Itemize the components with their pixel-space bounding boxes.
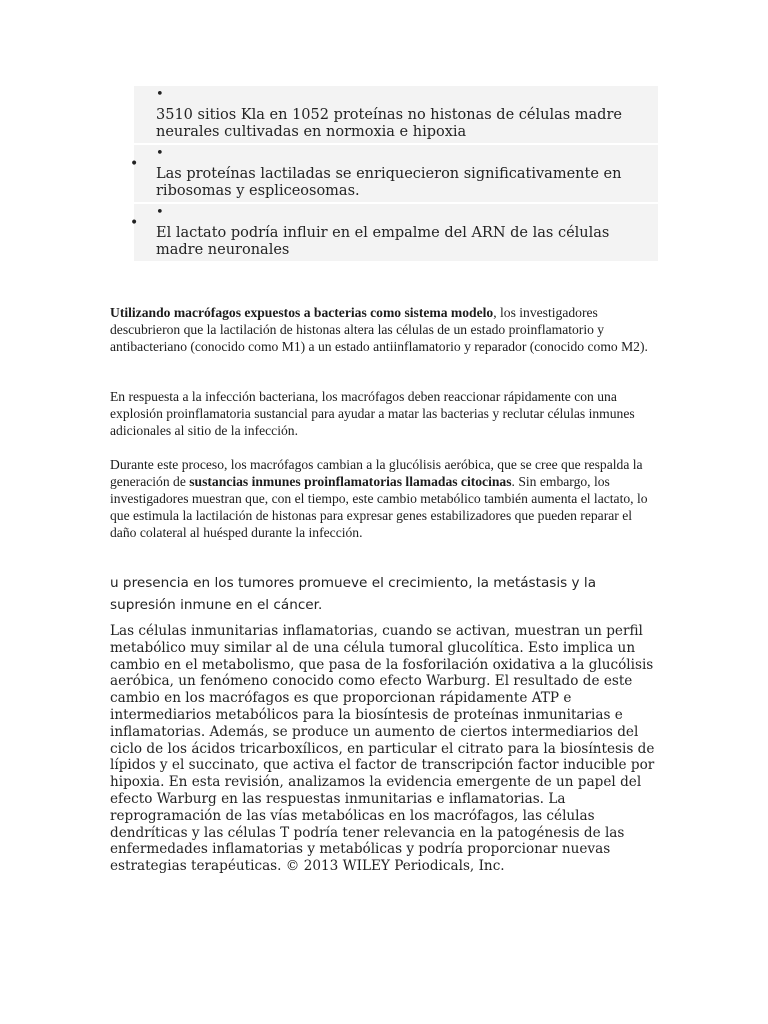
bullet-text: 3510 sitios Kla en 1052 proteínas no histonas de células madre neurales cultivadas en normoxia e hipoxia <box>156 107 622 140</box>
inner-bullet: • <box>156 146 164 161</box>
inner-bullet: • <box>156 87 164 102</box>
paragraph-macrophage-model <box>110 304 658 355</box>
paragraph-tumor-presence: u presencia en los tumores promueve el crecimiento, la metástasis y la supresión inmune en el cáncer. <box>110 575 597 613</box>
bullet-box <box>134 86 658 143</box>
bullet-text: Las proteínas lactiladas se enriquecieron significativamente en ribosomas y espliceosomas. <box>156 166 622 199</box>
outer-bullet: • <box>130 156 139 172</box>
paragraph-text: . Sin embargo, los investigadores muestran que, con el tiempo, este cambio metabólico también aumenta el lactato, lo que estimula la lactilación de histonas para expresar genes estabilizadores que pueden reparar el daño colateral al huésped durante la infección. <box>110 474 648 540</box>
paragraph-bacterial-infection: En respuesta a la infección bacteriana, los macrófagos deben reaccionar rápidamente con una explosión proinflamatoria sustancial para ayudar a matar las bacterias y reclutar células inmunes adicionales al sitio de la infección. <box>110 389 635 438</box>
paragraph-text: , los investigadores descubrieron que la lactilación de histonas altera las células de un estado proinflamatorio y antibacteriano (conocido como M1) a un estado antiinflamatorio y reparador (conocido como M2). <box>110 305 648 354</box>
highlight-bullet-list <box>110 86 658 261</box>
bullet-item <box>110 204 658 261</box>
bullet-item <box>110 86 658 143</box>
paragraph-glycolysis <box>110 456 658 541</box>
inner-bullet: • <box>156 205 164 220</box>
bold-phrase: sustancias inmunes proinflamatorias llamadas citocinas <box>189 474 512 489</box>
bullet-box <box>134 204 658 261</box>
paragraph-text: Durante este proceso, los macrófagos cambian a la glucólisis aeróbica, que se cree que respalda la generación de <box>110 457 643 489</box>
bullet-box <box>134 145 658 202</box>
bold-phrase: Utilizando macrófagos expuestos a bacterias como sistema modelo <box>110 305 494 320</box>
bullet-item <box>110 145 658 202</box>
outer-bullet: • <box>130 215 139 231</box>
paragraph-warburg-abstract: Las células inmunitarias inflamatorias, cuando se activan, muestran un perfil metabólico muy similar al de una célula tumoral glucolítica. Esto implica un cambio en el metabolismo, que pasa de la fosforilación oxidativa a la glucólisis aeróbica, un fenómeno conocido como efecto Warburg. El resultado de este cambio en los macrófagos es que proporcionan rápidamente ATP e intermediarios metabólicos para la biosíntesis de proteínas inmunitarias e inflamatorias. Además, se produce un aumento de ciertos intermediarios del ciclo de los ácidos tricarboxílicos, en particular el citrato para la biosíntesis de lípidos y el succinato, que activa el factor de transcripción factor inducible por hipoxia. En esta revisión, analizamos la evidencia emergente de un papel del efecto Warburg en las respuestas inmunitarias e inflamatorias. La reprogramación de las vías metabólicas en los macrófagos, las células dendríticas y las células T podría tener relevancia en la patogénesis de las enfermedades inflamatorias y metabólicas y podría proporcionar nuevas estrategias terapéuticas. © 2013 WILEY Periodicals, Inc. <box>110 623 655 875</box>
bullet-text: El lactato podría influir en el empalme del ARN de las células madre neuronales <box>156 225 610 258</box>
